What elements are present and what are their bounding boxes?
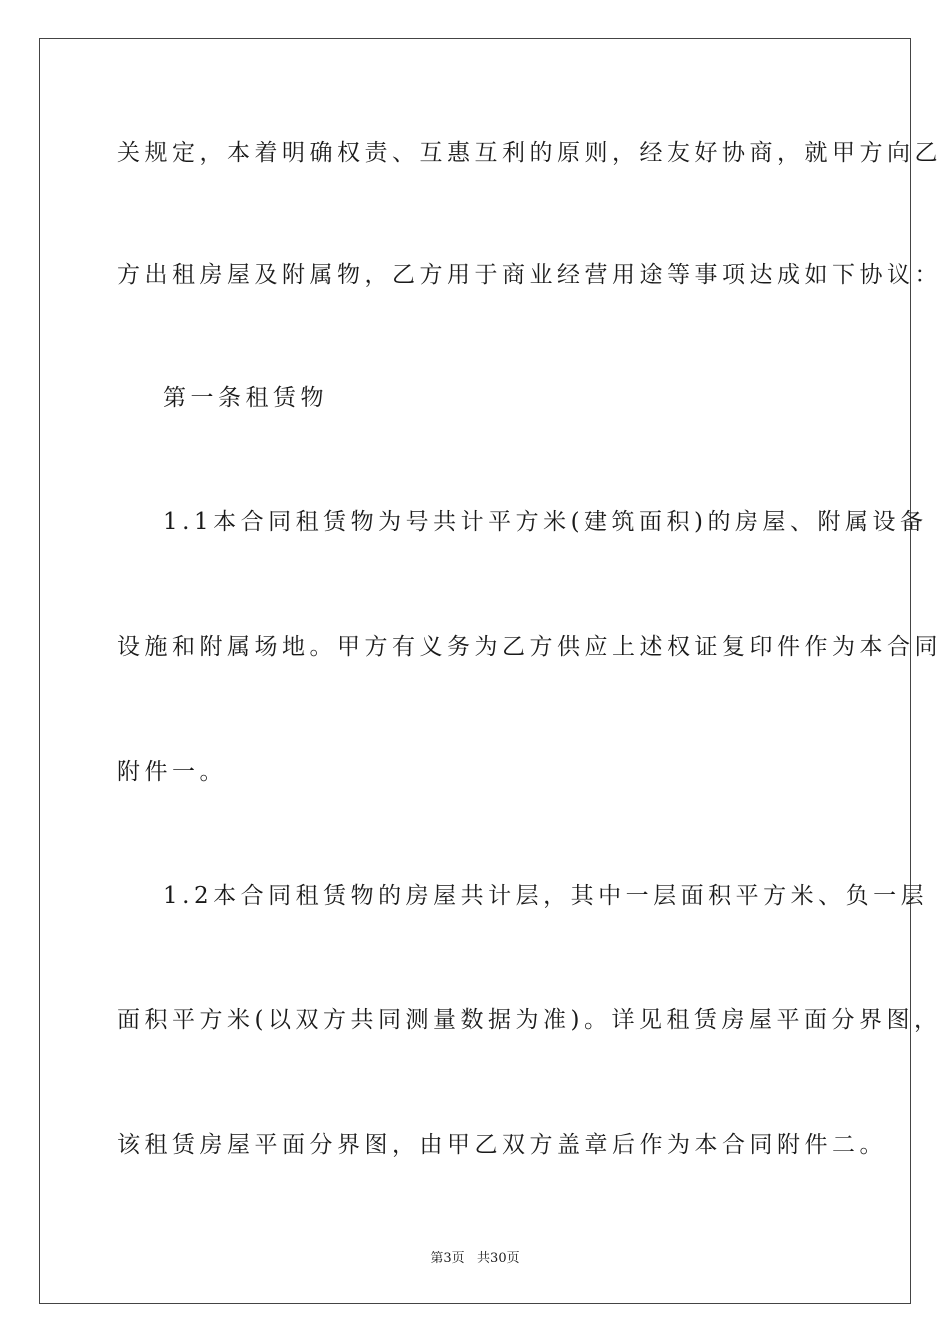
clause-1-2-line-2: 面积平方米(以双方共同测量数据为准)。详见租赁房屋平面分界图， <box>117 1007 942 1033</box>
clause-1-2-line-3: 该租赁房屋平面分界图，由甲乙双方盖章后作为本合同附件二。 <box>117 1132 887 1158</box>
clause-1-1-line-3: 附件一。 <box>117 759 227 785</box>
paragraph-line-1: 关规定，本着明确权责、互惠互利的原则，经友好协商，就甲方向乙 <box>117 140 942 166</box>
clause-1-1-line-2: 设施和附属场地。甲方有义务为乙方供应上述权证复印件作为本合同 <box>117 634 942 660</box>
page-frame <box>39 38 942 1304</box>
page-number-footer: 第3页 共30页 <box>430 1251 520 1266</box>
article-heading: 第一条租赁物 <box>163 385 328 411</box>
clause-1-2-line-1: 1.2本合同租赁物的房屋共计层，其中一层面积平方米、负一层 <box>163 883 929 909</box>
paragraph-line-2: 方出租房屋及附属物，乙方用于商业经营用途等事项达成如下协议： <box>117 262 942 288</box>
clause-1-1-line-1: 1.1本合同租赁物为号共计平方米(建筑面积)的房屋、附属设备 <box>163 509 928 535</box>
